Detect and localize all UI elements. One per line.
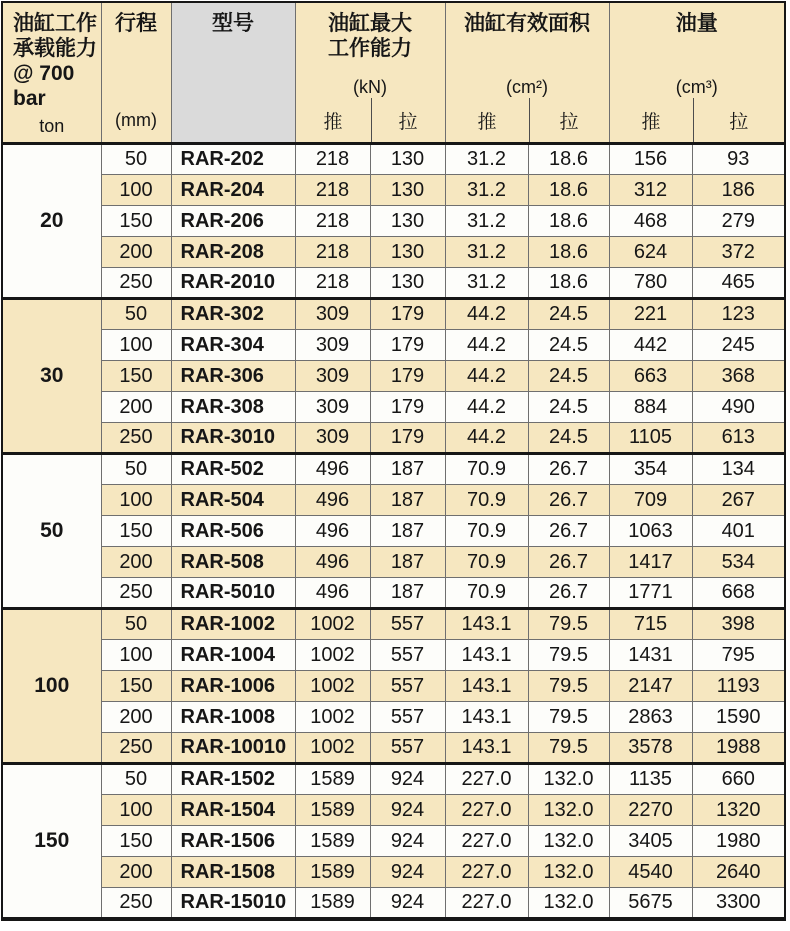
table-row: [2, 764, 785, 795]
oil-pull-cell: 490: [692, 392, 785, 423]
pull-area-cell: 132.0: [528, 857, 609, 888]
pull-kn-cell: 187: [370, 454, 445, 485]
model-cell: RAR-308: [171, 392, 295, 423]
model-cell: RAR-1506: [171, 826, 295, 857]
pull-kn-cell: 130: [370, 268, 445, 299]
model-cell: RAR-304: [171, 330, 295, 361]
table-row: [2, 361, 785, 392]
header-oil-volume-unit: (cm³): [675, 77, 718, 97]
push-area-cell: 227.0: [445, 888, 528, 919]
table-row: [2, 671, 785, 702]
oil-pull-cell: 613: [692, 423, 785, 454]
pull-kn-cell: 187: [370, 578, 445, 609]
header-stroke: [101, 2, 171, 144]
pull-kn-cell: 557: [370, 671, 445, 702]
oil-push-cell: 3405: [609, 826, 692, 857]
table-row: [2, 175, 785, 206]
pull-kn-cell: 924: [370, 826, 445, 857]
pull-kn-cell: 924: [370, 764, 445, 795]
push-area-cell: 143.1: [445, 733, 528, 764]
pull-kn-cell: 179: [370, 361, 445, 392]
model-cell: RAR-1508: [171, 857, 295, 888]
push-kn-cell: 1002: [295, 640, 370, 671]
oil-push-cell: 468: [609, 206, 692, 237]
model-cell: RAR-306: [171, 361, 295, 392]
model-cell: RAR-208: [171, 237, 295, 268]
pull-area-cell: 132.0: [528, 764, 609, 795]
push-kn-cell: 496: [295, 578, 370, 609]
pull-area-cell: 79.5: [528, 640, 609, 671]
header-effective-area-unit: (cm²): [506, 77, 548, 97]
header-max-force: [295, 2, 445, 144]
pull-kn-cell: 179: [370, 299, 445, 330]
stroke-cell: 200: [101, 857, 171, 888]
pull-area-cell: 24.5: [528, 423, 609, 454]
pull-kn-cell: 187: [370, 516, 445, 547]
header-row: [2, 2, 785, 144]
push-kn-cell: 309: [295, 423, 370, 454]
pull-kn-cell: 130: [370, 175, 445, 206]
capacity-ton-cell: 150: [2, 764, 101, 919]
table-row: [2, 423, 785, 454]
header-capacity-line3: @ 700 bar: [13, 62, 75, 110]
model-cell: RAR-206: [171, 206, 295, 237]
header-capacity-unit: ton: [39, 116, 65, 136]
header-model-label: 型号: [212, 12, 254, 35]
push-area-cell: 143.1: [445, 609, 528, 640]
header-area-push-label: 推: [446, 98, 530, 142]
stroke-cell: 250: [101, 268, 171, 299]
oil-pull-cell: 660: [692, 764, 785, 795]
pull-area-cell: 18.6: [528, 268, 609, 299]
stroke-cell: 200: [101, 547, 171, 578]
push-kn-cell: 1589: [295, 795, 370, 826]
stroke-cell: 100: [101, 485, 171, 516]
push-area-cell: 227.0: [445, 764, 528, 795]
header-effective-area: [445, 2, 609, 144]
push-area-cell: 31.2: [445, 268, 528, 299]
oil-pull-cell: 123: [692, 299, 785, 330]
stroke-cell: 150: [101, 826, 171, 857]
oil-pull-cell: 1193: [692, 671, 785, 702]
pull-area-cell: 26.7: [528, 485, 609, 516]
pull-area-cell: 24.5: [528, 330, 609, 361]
oil-push-cell: 1431: [609, 640, 692, 671]
model-cell: RAR-502: [171, 454, 295, 485]
oil-push-cell: 780: [609, 268, 692, 299]
oil-pull-cell: 668: [692, 578, 785, 609]
table-row: [2, 547, 785, 578]
oil-push-cell: 442: [609, 330, 692, 361]
push-kn-cell: 218: [295, 175, 370, 206]
pull-area-cell: 79.5: [528, 702, 609, 733]
oil-push-cell: 156: [609, 144, 692, 175]
header-max-force-line1: 油缸最大: [328, 12, 412, 35]
pull-kn-cell: 179: [370, 330, 445, 361]
push-area-cell: 143.1: [445, 671, 528, 702]
model-cell: RAR-506: [171, 516, 295, 547]
header-force-push-label: 推: [296, 98, 372, 142]
header-stroke-label: 行程: [115, 12, 157, 35]
stroke-cell: 200: [101, 392, 171, 423]
push-area-cell: 70.9: [445, 578, 528, 609]
model-cell: RAR-202: [171, 144, 295, 175]
push-area-cell: 143.1: [445, 702, 528, 733]
pull-kn-cell: 924: [370, 795, 445, 826]
model-cell: RAR-1006: [171, 671, 295, 702]
push-kn-cell: 309: [295, 330, 370, 361]
pull-area-cell: 24.5: [528, 392, 609, 423]
stroke-cell: 100: [101, 175, 171, 206]
model-cell: RAR-1004: [171, 640, 295, 671]
oil-push-cell: 221: [609, 299, 692, 330]
stroke-cell: 250: [101, 423, 171, 454]
model-cell: RAR-204: [171, 175, 295, 206]
pull-kn-cell: 179: [370, 423, 445, 454]
push-area-cell: 227.0: [445, 795, 528, 826]
oil-pull-cell: 1590: [692, 702, 785, 733]
pull-kn-cell: 924: [370, 888, 445, 919]
oil-push-cell: 663: [609, 361, 692, 392]
push-area-cell: 31.2: [445, 206, 528, 237]
pull-area-cell: 26.7: [528, 578, 609, 609]
oil-pull-cell: 534: [692, 547, 785, 578]
table-row: [2, 485, 785, 516]
oil-pull-cell: 134: [692, 454, 785, 485]
table-row: [2, 206, 785, 237]
table-row: [2, 454, 785, 485]
pull-area-cell: 26.7: [528, 454, 609, 485]
push-area-cell: 44.2: [445, 299, 528, 330]
model-cell: RAR-1008: [171, 702, 295, 733]
pull-kn-cell: 179: [370, 392, 445, 423]
oil-pull-cell: 1988: [692, 733, 785, 764]
pull-area-cell: 132.0: [528, 826, 609, 857]
push-kn-cell: 218: [295, 237, 370, 268]
push-area-cell: 44.2: [445, 423, 528, 454]
oil-push-cell: 624: [609, 237, 692, 268]
push-kn-cell: 1002: [295, 609, 370, 640]
oil-pull-cell: 267: [692, 485, 785, 516]
oil-push-cell: 1417: [609, 547, 692, 578]
oil-push-cell: 709: [609, 485, 692, 516]
stroke-cell: 250: [101, 578, 171, 609]
oil-pull-cell: 1980: [692, 826, 785, 857]
stroke-cell: 200: [101, 702, 171, 733]
push-area-cell: 70.9: [445, 516, 528, 547]
model-cell: RAR-508: [171, 547, 295, 578]
stroke-cell: 50: [101, 764, 171, 795]
oil-pull-cell: 2640: [692, 857, 785, 888]
pull-kn-cell: 130: [370, 144, 445, 175]
oil-pull-cell: 401: [692, 516, 785, 547]
oil-pull-cell: 368: [692, 361, 785, 392]
oil-pull-cell: 245: [692, 330, 785, 361]
push-area-cell: 143.1: [445, 640, 528, 671]
pull-area-cell: 18.6: [528, 175, 609, 206]
pull-kn-cell: 187: [370, 485, 445, 516]
table-row: [2, 795, 785, 826]
pull-area-cell: 24.5: [528, 361, 609, 392]
stroke-cell: 200: [101, 237, 171, 268]
pull-area-cell: 18.6: [528, 237, 609, 268]
capacity-ton-cell: 20: [2, 144, 101, 299]
stroke-cell: 50: [101, 144, 171, 175]
table-row: [2, 144, 785, 175]
push-area-cell: 70.9: [445, 454, 528, 485]
model-cell: RAR-1002: [171, 609, 295, 640]
table-row: [2, 640, 785, 671]
push-kn-cell: 496: [295, 454, 370, 485]
table-row: [2, 268, 785, 299]
stroke-cell: 100: [101, 640, 171, 671]
header-max-force-line2: 工作能力: [328, 37, 412, 60]
push-area-cell: 31.2: [445, 144, 528, 175]
pull-kn-cell: 557: [370, 609, 445, 640]
table-row: [2, 609, 785, 640]
header-max-force-unit: (kN): [353, 77, 387, 97]
table-row: [2, 826, 785, 857]
model-cell: RAR-1504: [171, 795, 295, 826]
oil-pull-cell: 465: [692, 268, 785, 299]
pull-area-cell: 132.0: [528, 888, 609, 919]
header-model: [171, 2, 295, 144]
push-kn-cell: 1589: [295, 888, 370, 919]
push-kn-cell: 496: [295, 516, 370, 547]
table-row: [2, 516, 785, 547]
table-header: [2, 2, 785, 144]
oil-push-cell: 354: [609, 454, 692, 485]
push-area-cell: 227.0: [445, 826, 528, 857]
push-kn-cell: 309: [295, 361, 370, 392]
oil-pull-cell: 3300: [692, 888, 785, 919]
oil-push-cell: 3578: [609, 733, 692, 764]
model-cell: RAR-504: [171, 485, 295, 516]
header-capacity: [2, 2, 101, 144]
pull-area-cell: 79.5: [528, 733, 609, 764]
table-row: [2, 578, 785, 609]
oil-push-cell: 1105: [609, 423, 692, 454]
model-cell: RAR-1502: [171, 764, 295, 795]
model-cell: RAR-5010: [171, 578, 295, 609]
header-effective-area-line1: 油缸有效面积: [464, 12, 590, 35]
capacity-ton-cell: 100: [2, 609, 101, 764]
stroke-cell: 100: [101, 795, 171, 826]
stroke-cell: 150: [101, 361, 171, 392]
pull-area-cell: 132.0: [528, 795, 609, 826]
push-kn-cell: 309: [295, 392, 370, 423]
header-oil-push-label: 推: [610, 98, 694, 142]
oil-push-cell: 1135: [609, 764, 692, 795]
pull-kn-cell: 130: [370, 206, 445, 237]
oil-push-cell: 2863: [609, 702, 692, 733]
pull-area-cell: 26.7: [528, 547, 609, 578]
oil-pull-cell: 1320: [692, 795, 785, 826]
push-area-cell: 44.2: [445, 330, 528, 361]
push-area-cell: 44.2: [445, 392, 528, 423]
pull-kn-cell: 557: [370, 733, 445, 764]
pull-kn-cell: 187: [370, 547, 445, 578]
pull-area-cell: 24.5: [528, 299, 609, 330]
oil-push-cell: 312: [609, 175, 692, 206]
pull-kn-cell: 130: [370, 237, 445, 268]
push-kn-cell: 218: [295, 268, 370, 299]
push-kn-cell: 218: [295, 144, 370, 175]
oil-push-cell: 2270: [609, 795, 692, 826]
table-row: [2, 392, 785, 423]
oil-push-cell: 2147: [609, 671, 692, 702]
pull-kn-cell: 924: [370, 857, 445, 888]
push-area-cell: 70.9: [445, 547, 528, 578]
stroke-cell: 250: [101, 888, 171, 919]
model-cell: RAR-15010: [171, 888, 295, 919]
oil-pull-cell: 372: [692, 237, 785, 268]
oil-push-cell: 715: [609, 609, 692, 640]
pull-area-cell: 18.6: [528, 206, 609, 237]
push-kn-cell: 1002: [295, 733, 370, 764]
capacity-ton-cell: 50: [2, 454, 101, 609]
oil-pull-cell: 279: [692, 206, 785, 237]
table-row: [2, 299, 785, 330]
oil-pull-cell: 93: [692, 144, 785, 175]
header-oil-pull-label: 拉: [729, 111, 749, 133]
stroke-cell: 50: [101, 299, 171, 330]
push-kn-cell: 1589: [295, 826, 370, 857]
table-row: [2, 237, 785, 268]
oil-pull-cell: 186: [692, 175, 785, 206]
stroke-cell: 50: [101, 454, 171, 485]
stroke-cell: 150: [101, 206, 171, 237]
push-kn-cell: 496: [295, 547, 370, 578]
header-area-pull-label: 拉: [559, 111, 579, 133]
push-kn-cell: 1589: [295, 857, 370, 888]
oil-push-cell: 4540: [609, 857, 692, 888]
table-row: [2, 888, 785, 919]
spec-table: [1, 1, 786, 921]
push-area-cell: 31.2: [445, 237, 528, 268]
push-area-cell: 227.0: [445, 857, 528, 888]
push-area-cell: 31.2: [445, 175, 528, 206]
header-force-pull-label: 拉: [398, 111, 418, 133]
stroke-cell: 150: [101, 671, 171, 702]
push-kn-cell: 1002: [295, 671, 370, 702]
push-area-cell: 70.9: [445, 485, 528, 516]
oil-push-cell: 5675: [609, 888, 692, 919]
table-row: [2, 702, 785, 733]
oil-pull-cell: 398: [692, 609, 785, 640]
model-cell: RAR-302: [171, 299, 295, 330]
stroke-cell: 250: [101, 733, 171, 764]
capacity-ton-cell: 30: [2, 299, 101, 454]
pull-area-cell: 26.7: [528, 516, 609, 547]
pull-area-cell: 79.5: [528, 609, 609, 640]
model-cell: RAR-2010: [171, 268, 295, 299]
push-kn-cell: 1002: [295, 702, 370, 733]
pull-kn-cell: 557: [370, 702, 445, 733]
oil-push-cell: 884: [609, 392, 692, 423]
pull-kn-cell: 557: [370, 640, 445, 671]
table-body: [2, 144, 785, 919]
push-kn-cell: 496: [295, 485, 370, 516]
header-stroke-unit: (mm): [115, 109, 157, 130]
model-cell: RAR-3010: [171, 423, 295, 454]
push-kn-cell: 218: [295, 206, 370, 237]
header-capacity-line2: 承载能力: [13, 37, 97, 60]
header-capacity-line1: 油缸工作: [13, 12, 97, 35]
push-area-cell: 44.2: [445, 361, 528, 392]
oil-push-cell: 1063: [609, 516, 692, 547]
table-row: [2, 857, 785, 888]
push-kn-cell: 1589: [295, 764, 370, 795]
oil-pull-cell: 795: [692, 640, 785, 671]
model-cell: RAR-10010: [171, 733, 295, 764]
stroke-cell: 50: [101, 609, 171, 640]
header-oil-volume: [609, 2, 785, 144]
oil-push-cell: 1771: [609, 578, 692, 609]
pull-area-cell: 79.5: [528, 671, 609, 702]
stroke-cell: 150: [101, 516, 171, 547]
table-row: [2, 330, 785, 361]
stroke-cell: 100: [101, 330, 171, 361]
push-kn-cell: 309: [295, 299, 370, 330]
table-row: [2, 733, 785, 764]
header-oil-volume-line1: 油量: [675, 12, 718, 35]
pull-area-cell: 18.6: [528, 144, 609, 175]
